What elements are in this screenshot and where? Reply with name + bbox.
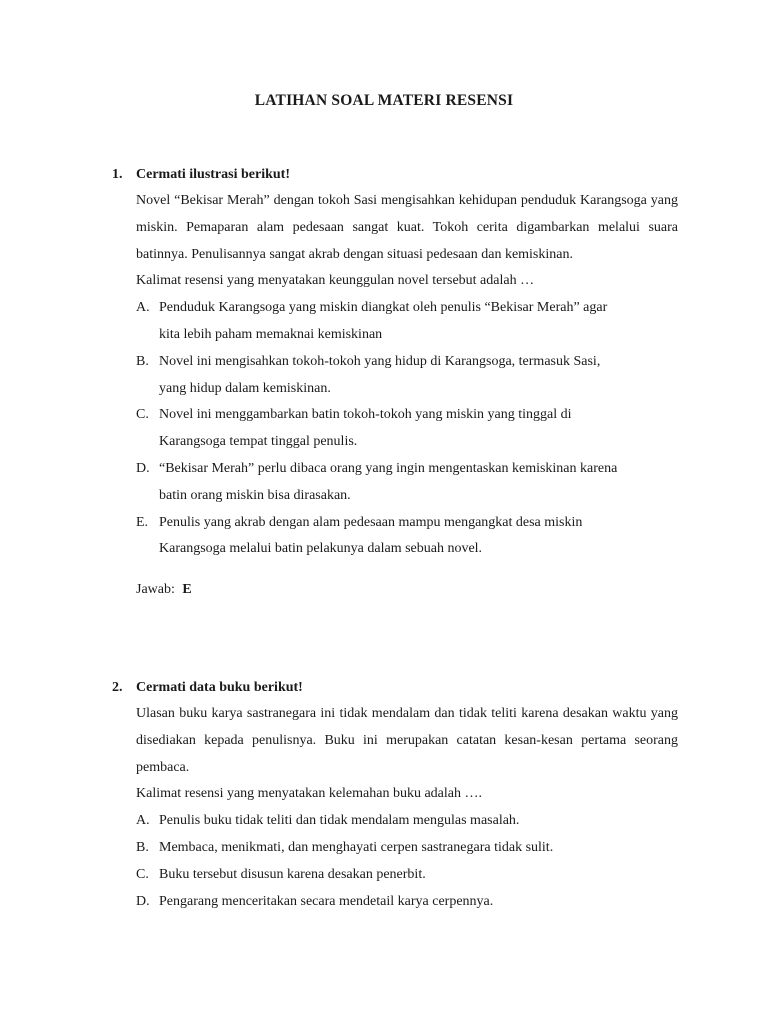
option-letter: A. [136, 300, 150, 316]
option-letter: A. [136, 813, 150, 829]
option-a [136, 295, 678, 349]
option-b [136, 835, 678, 862]
option-letter: C. [136, 866, 149, 882]
option-text-line: “Bekisar Merah” perlu dibaca orang yang ingin mengentaskan kemiskinan karena [159, 460, 618, 476]
option-text [159, 456, 654, 510]
question-instruction: Cermati data buku berikut! [136, 680, 303, 695]
option-c [136, 862, 678, 889]
option-text-line: Karangsoga tempat tinggal penulis. [159, 434, 358, 450]
question-body [136, 701, 678, 915]
option-text [159, 402, 654, 456]
option-text [159, 349, 654, 403]
option-text: Buku tersebut disusun karena desakan penerbit. [159, 866, 426, 882]
question-prompt: Kalimat resensi yang menyatakan keunggulan novel tersebut adalah … [136, 273, 535, 289]
question-1 [112, 162, 678, 603]
option-text-line: Novel ini menggambarkan batin tokoh-tokoh yang miskin yang tinggal di [159, 407, 572, 423]
option-b [136, 349, 678, 403]
option-text: Pengarang menceritakan secara mendetail karya cerpennya. [159, 893, 494, 909]
answer-options [136, 808, 678, 915]
question-2 [112, 675, 678, 915]
option-text: Penulis buku tidak teliti dan tidak mendalam mengulas masalah. [159, 813, 520, 829]
option-text-line: kita lebih paham memaknai kemiskinan [159, 326, 383, 342]
question-passage: Novel “Bekisar Merah” dengan tokoh Sasi mengisahkan kehidupan penduduk Karangsoga yang miskin. Pemaparan alam pedesaan sangat kuat. Tokoh cerita digambarkan melalui suara batinnya. Penulisannya sangat akrab dengan situasi pedesaan dan kemiskinan. [136, 193, 678, 262]
option-e [136, 510, 678, 564]
answer-label: Jawab: [136, 582, 175, 598]
question-prompt: Kalimat resensi yang menyatakan kelemahan buku adalah …. [136, 786, 482, 802]
option-c [136, 402, 678, 456]
answer-value: E [182, 582, 192, 598]
document-title: LATIHAN SOAL MATERI RESENSI [254, 92, 514, 109]
option-letter: B. [136, 839, 149, 855]
option-text: Membaca, menikmati, dan menghayati cerpen sastranegara tidak sulit. [159, 839, 554, 855]
question-instruction: Cermati ilustrasi berikut! [136, 167, 290, 182]
option-text-line: Novel ini mengisahkan tokoh-tokoh yang hidup di Karangsoga, termasuk Sasi, [159, 353, 601, 369]
question-heading [112, 675, 678, 701]
option-letter: D. [136, 460, 150, 476]
option-letter: B. [136, 353, 149, 369]
option-letter: D. [136, 893, 150, 909]
question-number: 2. [112, 680, 123, 695]
option-text-line: batin orang miskin bisa dirasakan. [159, 487, 351, 503]
option-d [136, 889, 678, 916]
answer-options [136, 295, 678, 563]
option-text [159, 295, 654, 349]
option-letter: E. [136, 514, 149, 530]
option-a [136, 808, 678, 835]
question-passage: Ulasan buku karya sastranegara ini tidak mendalam dan tidak teliti karena desakan waktu yang disediakan kepada penulisnya. Buku ini merupakan catatan kesan-kesan pertama seorang pembaca. [136, 706, 678, 775]
option-text-line: Karangsoga melalui batin pelakunya dalam sebuah novel. [159, 541, 483, 557]
option-text-line: Penulis yang akrab dengan alam pedesaan mampu mengangkat desa miskin [159, 514, 583, 530]
question-heading [112, 162, 678, 188]
answer-key [136, 577, 678, 603]
option-letter: C. [136, 407, 149, 423]
option-text [159, 510, 654, 564]
option-text-line: Penduduk Karangsoga yang miskin diangkat oleh penulis “Bekisar Merah” agar [159, 300, 608, 316]
question-body [136, 188, 678, 603]
question-number: 1. [112, 167, 123, 182]
option-text-line: yang hidup dalam kemiskinan. [159, 380, 331, 396]
option-d [136, 456, 678, 510]
